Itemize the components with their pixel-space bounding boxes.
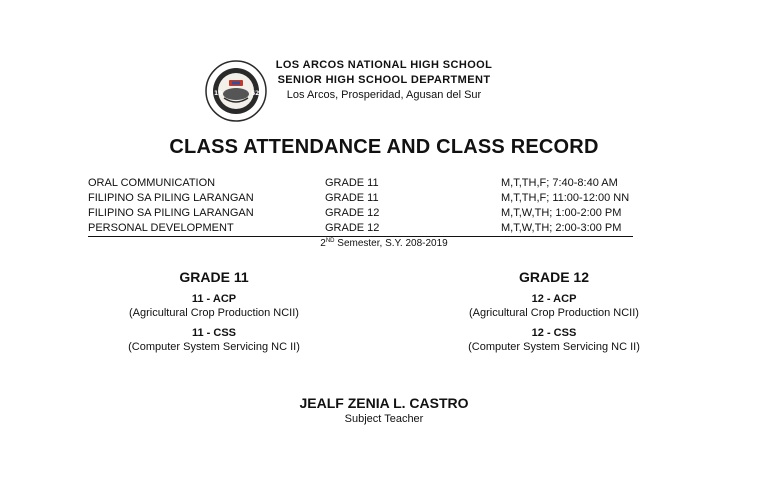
schedule-row [88, 206, 633, 221]
schedule-subject: PERSONAL DEVELOPMENT [88, 222, 234, 234]
section-code: 12 - ACP [531, 293, 577, 305]
teacher-signature-block [0, 394, 768, 426]
schedule-subject: ORAL COMMUNICATION [88, 177, 216, 189]
semester-line [0, 238, 768, 249]
schedule-grade: GRADE 12 [325, 222, 380, 234]
schedule-grade: GRADE 11 [325, 177, 379, 189]
schedule-time: M,T,TH,F; 7:40-8:40 AM [501, 177, 618, 189]
schedule-time: M,T,TH,F; 11:00-12:00 NN [501, 192, 630, 204]
schedule-row [88, 221, 633, 237]
semester-text: Semester, S.Y. 208-2019 [334, 238, 448, 249]
document-title: CLASS ATTENDANCE AND CLASS RECORD [169, 136, 599, 158]
schedule-row [88, 191, 633, 206]
schedule-subject: FILIPINO SA PILING LARANGAN [88, 192, 254, 204]
grade-11-column [94, 268, 334, 360]
section-description: (Computer System Servicing NC II) [128, 341, 300, 353]
section-description: (Agricultural Crop Production NCII) [469, 307, 639, 319]
teacher-name: JEALF ZENIA L. CASTRO [299, 395, 469, 411]
section-description: (Agricultural Crop Production NCII) [129, 307, 299, 319]
school-seal-logo [205, 60, 267, 122]
grade-heading: GRADE 11 [179, 269, 249, 285]
semester-ordinal-suffix: ND [325, 238, 335, 244]
schedule-subject: FILIPINO SA PILING LARANGAN [88, 207, 254, 219]
schedule-time: M,T,W,TH; 2:00-3:00 PM [501, 222, 622, 234]
teacher-role: Subject Teacher [344, 413, 424, 425]
section-code: 11 - CSS [191, 327, 237, 339]
class-schedule [88, 176, 633, 237]
schedule-grade: GRADE 11 [325, 192, 379, 204]
school-name: LOS ARCOS NATIONAL HIGH SCHOOL [275, 59, 493, 71]
grade-12-column [434, 268, 674, 360]
section-code: 11 - ACP [191, 293, 237, 305]
section-description: (Computer System Servicing NC II) [468, 341, 640, 353]
section-code: 12 - CSS [531, 327, 577, 339]
school-header [270, 58, 498, 103]
seal-year-left: 19 [214, 90, 223, 97]
school-address: Los Arcos, Prosperidad, Agusan del Sur [286, 89, 482, 101]
grade-heading: GRADE 12 [518, 269, 590, 285]
schedule-time: M,T,W,TH; 1:00-2:00 PM [501, 207, 622, 219]
seal-year-right: 62 [251, 90, 260, 97]
schedule-row [88, 176, 633, 191]
department-name: SENIOR HIGH SCHOOL DEPARTMENT [277, 74, 491, 86]
semester-ordinal: 2 [320, 238, 326, 249]
schedule-grade: GRADE 12 [325, 207, 380, 219]
